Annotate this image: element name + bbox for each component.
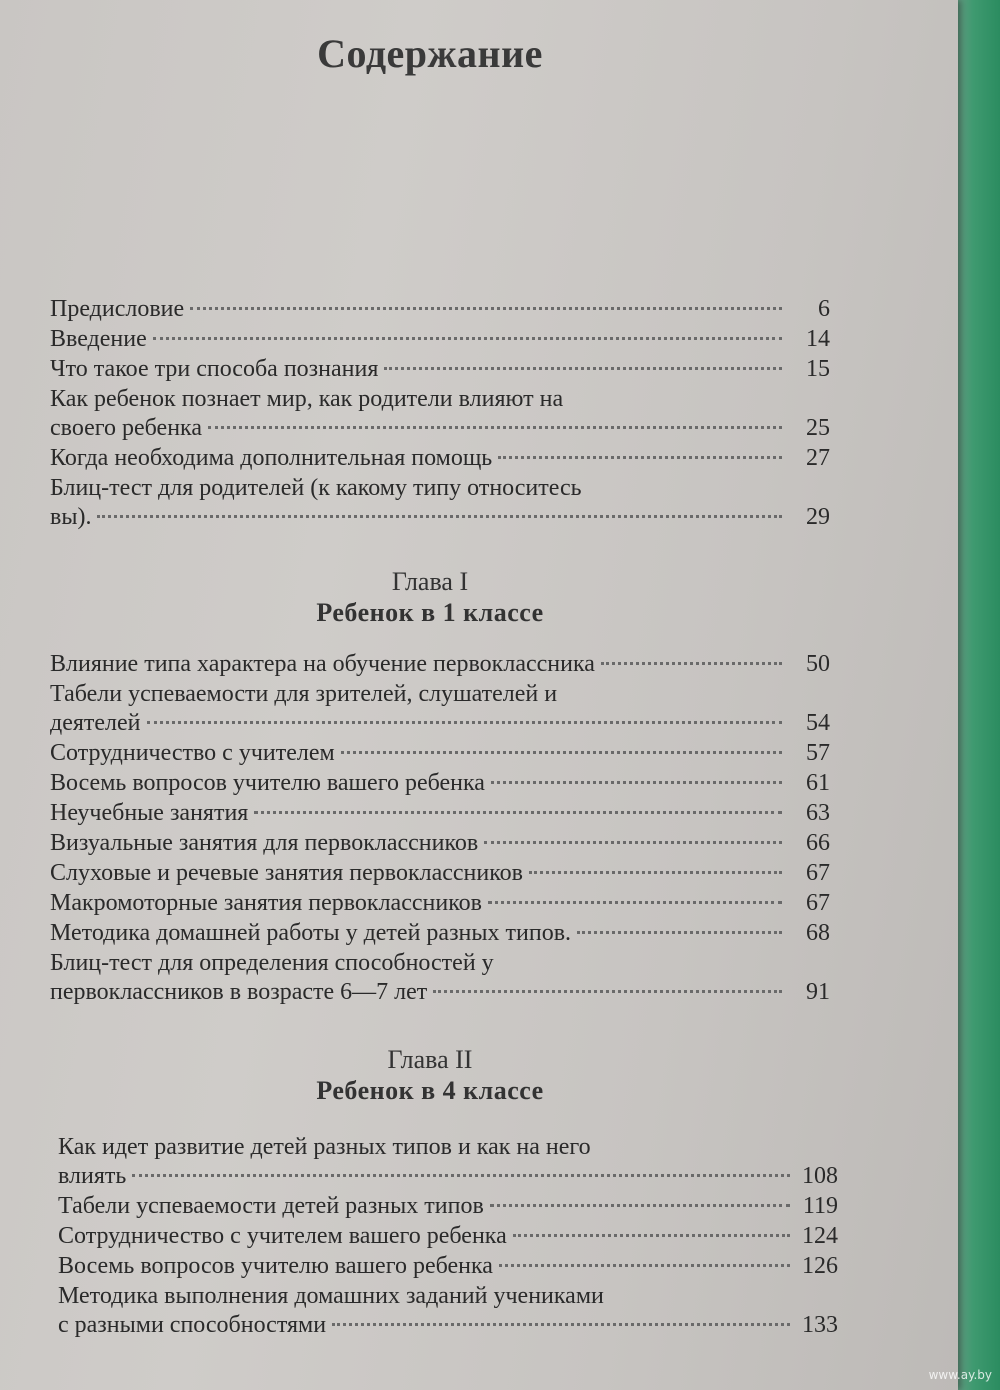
toc-page-number: 67 bbox=[806, 890, 830, 916]
toc-entry bbox=[50, 385, 830, 443]
toc-entry-text: Табели успеваемости для зрителей, слушателей и bbox=[50, 681, 558, 707]
toc-page-number: 27 bbox=[806, 445, 830, 471]
watermark: www.ay.by bbox=[928, 1368, 992, 1382]
chapter2-number: Глава II bbox=[387, 1045, 473, 1074]
toc-entry bbox=[50, 650, 830, 679]
dot-leader bbox=[332, 1323, 790, 1326]
toc-page-number: 57 bbox=[806, 740, 830, 766]
green-cover-edge bbox=[955, 0, 1000, 1390]
toc-page-number: 61 bbox=[806, 770, 830, 796]
toc-page-number: 68 bbox=[806, 920, 830, 946]
toc-entry-text: Неучебные занятия bbox=[50, 800, 249, 826]
toc-entry bbox=[50, 325, 830, 354]
toc-entry bbox=[50, 829, 830, 858]
toc-page-number: 91 bbox=[806, 979, 830, 1005]
toc-entry-text: Табели успеваемости детей разных типов bbox=[58, 1193, 484, 1219]
toc-entry bbox=[50, 474, 830, 532]
toc-entry bbox=[50, 859, 830, 888]
toc-page-number: 133 bbox=[802, 1312, 838, 1338]
toc-page-number: 66 bbox=[806, 830, 830, 856]
toc-page-number: 25 bbox=[806, 415, 830, 441]
toc-entry-text: Методика выполнения домашних заданий учениками bbox=[58, 1283, 604, 1309]
dot-leader bbox=[254, 811, 782, 814]
toc-entry-text: Влияние типа характера на обучение первоклассника bbox=[50, 651, 595, 677]
toc-entry bbox=[50, 919, 830, 948]
toc-entry bbox=[50, 680, 830, 738]
toc-entry-text: Методика домашней работы у детей разных типов. bbox=[50, 920, 572, 946]
toc-page-number: 6 bbox=[818, 296, 830, 322]
toc-entry bbox=[50, 799, 830, 828]
toc-intro-section bbox=[50, 295, 830, 533]
toc-entry-text: Что такое три способа познания bbox=[50, 356, 379, 382]
toc-chapter1-section bbox=[50, 650, 830, 1008]
toc-entry-text: Восемь вопросов учителю вашего ребенка bbox=[58, 1253, 493, 1279]
toc-page-number: 119 bbox=[802, 1193, 838, 1219]
toc-entry-text: Макромоторные занятия первоклассников bbox=[50, 890, 482, 916]
toc-entry-text: Визуальные занятия для первоклассников bbox=[50, 830, 479, 856]
toc-entry-text: Как ребенок познает мир, как родители влияют на bbox=[50, 386, 564, 412]
toc-entry bbox=[50, 355, 830, 384]
toc-entry-text: вы). bbox=[50, 504, 92, 530]
toc-page-number: 29 bbox=[806, 504, 830, 530]
toc-page-number: 14 bbox=[806, 326, 830, 352]
toc-entry-text: Сотрудничество с учителем bbox=[50, 740, 335, 766]
toc-entry-text: своего ребенка bbox=[50, 415, 203, 441]
dot-leader bbox=[153, 337, 782, 340]
dot-leader bbox=[577, 931, 782, 934]
dot-leader bbox=[433, 990, 782, 993]
toc-entry bbox=[58, 1222, 838, 1251]
toc-entry bbox=[58, 1133, 838, 1191]
dot-leader bbox=[490, 1204, 790, 1207]
toc-page-number: 54 bbox=[806, 710, 830, 736]
dot-leader bbox=[491, 781, 782, 784]
toc-page-number: 63 bbox=[806, 800, 830, 826]
toc-entry-text: Слуховые и речевые занятия первоклассников bbox=[50, 860, 524, 886]
toc-entry bbox=[50, 739, 830, 768]
dot-leader bbox=[484, 841, 782, 844]
dot-leader bbox=[190, 307, 782, 310]
dot-leader bbox=[132, 1174, 790, 1177]
toc-page-number: 67 bbox=[806, 860, 830, 886]
dot-leader bbox=[147, 721, 782, 724]
toc-entry-text: Сотрудничество с учителем вашего ребенка bbox=[58, 1223, 507, 1249]
chapter1-title: Ребенок в 1 классе bbox=[316, 598, 544, 627]
toc-entry bbox=[50, 769, 830, 798]
chapter1-heading bbox=[0, 567, 860, 629]
chapter1-number: Глава I bbox=[391, 567, 469, 596]
chapter2-heading bbox=[0, 1045, 860, 1107]
toc-entry-text: влиять bbox=[58, 1163, 127, 1189]
toc-entry bbox=[50, 949, 830, 1007]
toc-entry bbox=[50, 444, 830, 473]
dot-leader bbox=[488, 901, 782, 904]
toc-entry bbox=[58, 1282, 838, 1340]
toc-entry-text: Предисловие bbox=[50, 296, 185, 322]
dot-leader bbox=[529, 871, 782, 874]
toc-entry-text: Восемь вопросов учителю вашего ребенка bbox=[50, 770, 485, 796]
chapter2-title: Ребенок в 4 классе bbox=[316, 1076, 544, 1105]
dot-leader bbox=[208, 426, 782, 429]
toc-entry-text: Блиц-тест для определения способностей у bbox=[50, 950, 494, 976]
toc-entry bbox=[50, 295, 830, 324]
toc-page-number: 50 bbox=[806, 651, 830, 677]
toc-page-number: 124 bbox=[802, 1223, 838, 1249]
toc-entry-text: Введение bbox=[50, 326, 147, 352]
dot-leader bbox=[498, 456, 782, 459]
toc-entry-text: Блиц-тест для родителей (к какому типу относитесь bbox=[50, 475, 582, 501]
toc-page-number: 15 bbox=[806, 356, 830, 382]
toc-entry bbox=[50, 889, 830, 918]
dot-leader bbox=[341, 751, 782, 754]
dot-leader bbox=[384, 367, 782, 370]
toc-entry bbox=[58, 1252, 838, 1281]
toc-page-number: 108 bbox=[802, 1163, 838, 1189]
toc-entry-text: первоклассников в возрасте 6—7 лет bbox=[50, 979, 428, 1005]
dot-leader bbox=[513, 1234, 790, 1237]
toc-entry bbox=[58, 1192, 838, 1221]
toc-entry-text: с разными способностями bbox=[58, 1312, 327, 1338]
toc-entry-text: Когда необходима дополнительная помощь bbox=[50, 445, 493, 471]
dot-leader bbox=[499, 1264, 790, 1267]
toc-entry-text: Как идет развитие детей разных типов и как на него bbox=[58, 1134, 591, 1160]
toc-entry-text: деятелей bbox=[50, 710, 141, 736]
toc-chapter2-section bbox=[58, 1133, 838, 1341]
dot-leader bbox=[97, 515, 782, 518]
dot-leader bbox=[601, 662, 782, 665]
page-title: Содержание bbox=[317, 31, 543, 76]
toc-page-number: 126 bbox=[802, 1253, 838, 1279]
